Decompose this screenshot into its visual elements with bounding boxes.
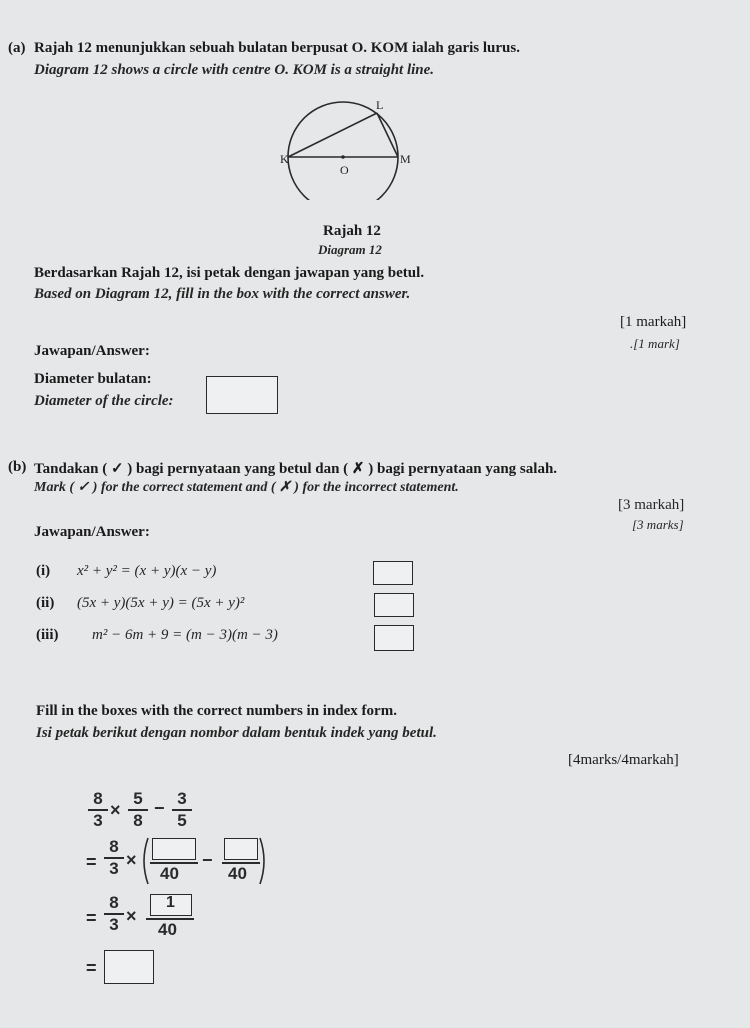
minus-sign: − — [154, 798, 165, 818]
minus-sign: − — [202, 850, 213, 870]
denominator: 3 — [93, 810, 103, 830]
equals-sign: = — [86, 958, 97, 978]
marks-english-b: [3 marks] — [632, 517, 684, 532]
point-label-o: O — [340, 163, 349, 177]
diagram-caption-english: Diagram 12 — [318, 242, 382, 257]
statement-iii-expression: m² − 6m + 9 = (m − 3)(m − 3) — [92, 627, 278, 643]
denominator-40: 40 — [158, 920, 177, 939]
denominator: 3 — [109, 914, 119, 934]
line-lm — [377, 113, 398, 157]
part-a-english-text: Diagram 12 shows a circle with centre O. KOM is a straight line. — [34, 62, 435, 78]
equals-sign: = — [86, 852, 97, 872]
numerator: 8 — [93, 789, 103, 808]
numerator-value: 1 — [166, 894, 175, 911]
part-c-english-text: Fill in the boxes with the correct numbers in index form. — [36, 703, 397, 719]
statement-ii-expression: (5x + y)(5x + y) = (5x + y)² — [77, 595, 245, 611]
denominator-40: 40 — [228, 864, 247, 883]
marks-malay-b: [3 markah] — [618, 497, 685, 513]
fraction-8-over-3 — [104, 894, 124, 934]
statement-ii-answer-box[interactable] — [374, 593, 414, 617]
diameter-answer-box[interactable] — [206, 376, 278, 414]
numerator-box-2[interactable] — [224, 838, 258, 860]
final-answer-box[interactable] — [104, 950, 154, 984]
equals-sign: = — [86, 908, 97, 928]
answer-label-a: Jawapan/Answer: — [34, 343, 150, 359]
numerator: 8 — [109, 837, 119, 856]
denominator: 3 — [109, 858, 119, 878]
times-sign: × — [126, 906, 137, 926]
point-label-l: L — [376, 100, 384, 112]
marks-malay-a: [1 markah] — [620, 314, 687, 330]
denominator: 5 — [177, 810, 187, 830]
numerator: 5 — [133, 789, 143, 808]
numerator: 8 — [109, 893, 119, 912]
statement-ii-number: (ii) — [36, 595, 55, 611]
diameter-label-malay: Diameter bulatan: — [34, 371, 152, 387]
point-label-k: K — [280, 152, 289, 166]
left-bracket — [138, 836, 150, 886]
times-sign: × — [110, 800, 121, 820]
circle-outline — [288, 102, 398, 200]
denominator-40: 40 — [160, 864, 179, 883]
part-b-label: (b) — [8, 459, 27, 475]
diameter-label-english: Diameter of the circle: — [34, 393, 174, 409]
circle-diagram — [280, 100, 430, 200]
part-c-malay-text: Isi petak berikut dengan nombor dalam bentuk indek yang betul. — [36, 725, 437, 741]
instruction-english: Based on Diagram 12, fill in the box with the correct answer. — [34, 286, 411, 302]
part-a-malay-text: Rajah 12 menunjukkan sebuah bulatan berpusat O. KOM ialah garis lurus. — [34, 40, 520, 56]
instruction-malay: Berdasarkan Rajah 12, isi petak dengan jawapan yang betul. — [34, 265, 425, 281]
statement-i-expression: x² + y² = (x + y)(x − y) — [77, 563, 217, 579]
numerator-box-1[interactable] — [152, 838, 196, 860]
fraction-8-over-3 — [88, 790, 108, 830]
point-label-m: M — [400, 152, 411, 166]
part-b-english-text: Mark ( ✓ ) for the correct statement and ( ✗ ) for the incorrect statement. — [34, 480, 459, 495]
statement-iii-answer-box[interactable] — [374, 625, 414, 651]
part-b-malay-text: Tandakan ( ✓ ) bagi pernyataan yang betul dan ( ✗ ) bagi pernyataan yang salah. — [34, 461, 558, 477]
statement-i-number: (i) — [36, 563, 51, 579]
fraction-3-over-5 — [172, 790, 192, 830]
marks-english-a: .[1 mark] — [630, 336, 680, 351]
diagram-caption-malay: Rajah 12 — [323, 223, 381, 239]
fraction-8-over-3 — [104, 838, 124, 878]
denominator: 8 — [133, 810, 143, 830]
line-kl — [288, 113, 377, 157]
centre-point-o — [341, 155, 345, 159]
answer-label-b: Jawapan/Answer: — [34, 524, 150, 540]
fraction-5-over-8 — [128, 790, 148, 830]
statement-iii-number: (iii) — [36, 627, 59, 643]
right-bracket — [258, 836, 270, 886]
times-sign: × — [126, 850, 137, 870]
part-a-label: (a) — [8, 40, 26, 56]
statement-i-answer-box[interactable] — [373, 561, 413, 585]
numerator: 3 — [177, 789, 187, 808]
marks-c: [4marks/4markah] — [568, 752, 679, 768]
